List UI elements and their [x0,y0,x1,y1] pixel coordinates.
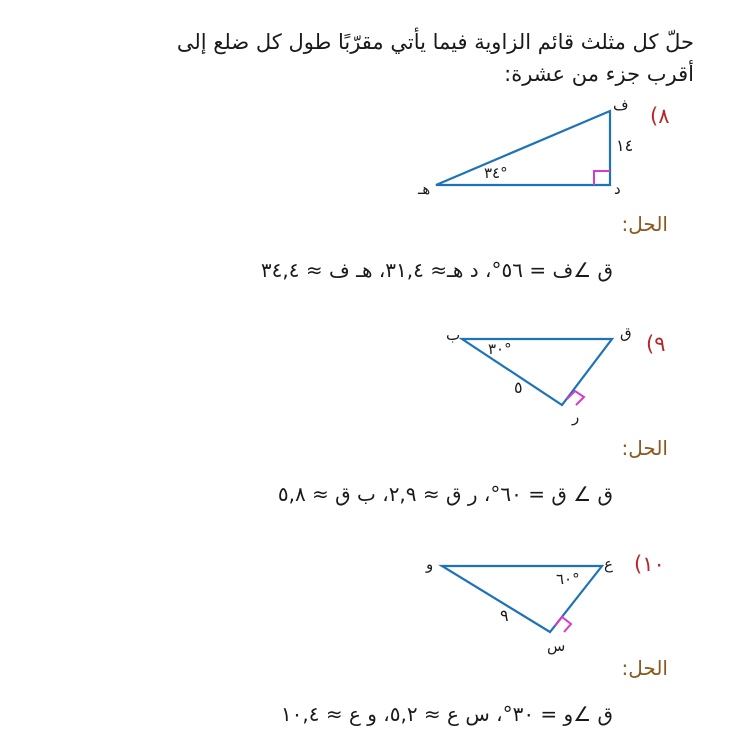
vertex-label: هـ [418,180,431,198]
answer-10: ق ∠و = ٣٠°، س ع ≈ ٥,٢، و ع ≈ ١٠,٤ [280,702,613,726]
triangle-8 [436,111,610,185]
solution-label: الحل: [621,656,668,680]
problem-10-number: ١٠) [634,552,665,576]
vertex-label: ع [604,555,613,573]
angle-label: ٣٤° [484,164,508,182]
answer-8: ق ∠ف = ٥٦°، د هـ≈ ٣١,٤، هـ ف ≈ ٣٤,٤ [260,258,613,282]
angle-label: ٣٠° [488,340,512,358]
side-label: ٥ [514,378,523,397]
vertex-label: س [547,637,566,655]
vertex-label: و [426,555,434,573]
vertex-label: ب [446,326,461,344]
vertex-label: ر [572,408,580,426]
instruction-line-1: حلّ كل مثلث قائم الزاوية فيما يأتي مقرّبًا طول كل ضلع إلى [176,30,694,54]
side-label: ١٤ [616,136,634,155]
angle-label: ٦٠° [556,570,580,588]
triangle-9 [462,339,612,405]
instruction-line-2: أقرب جزء من عشرة: [504,62,694,86]
vertex-label: ف [613,96,629,114]
vertex-label: ق [620,324,632,342]
problem-9-number: ٩) [646,332,666,356]
vertex-label: د [614,180,621,198]
solution-label: الحل: [621,436,668,460]
side-label: ٩ [500,606,509,625]
answer-9: ق ∠ ق = ٦٠°، ر ق ≈ ٢,٩، ب ق ≈ ٥,٨ [277,482,613,506]
problem-8-number: ٨) [650,104,670,128]
solution-label: الحل: [621,212,668,236]
